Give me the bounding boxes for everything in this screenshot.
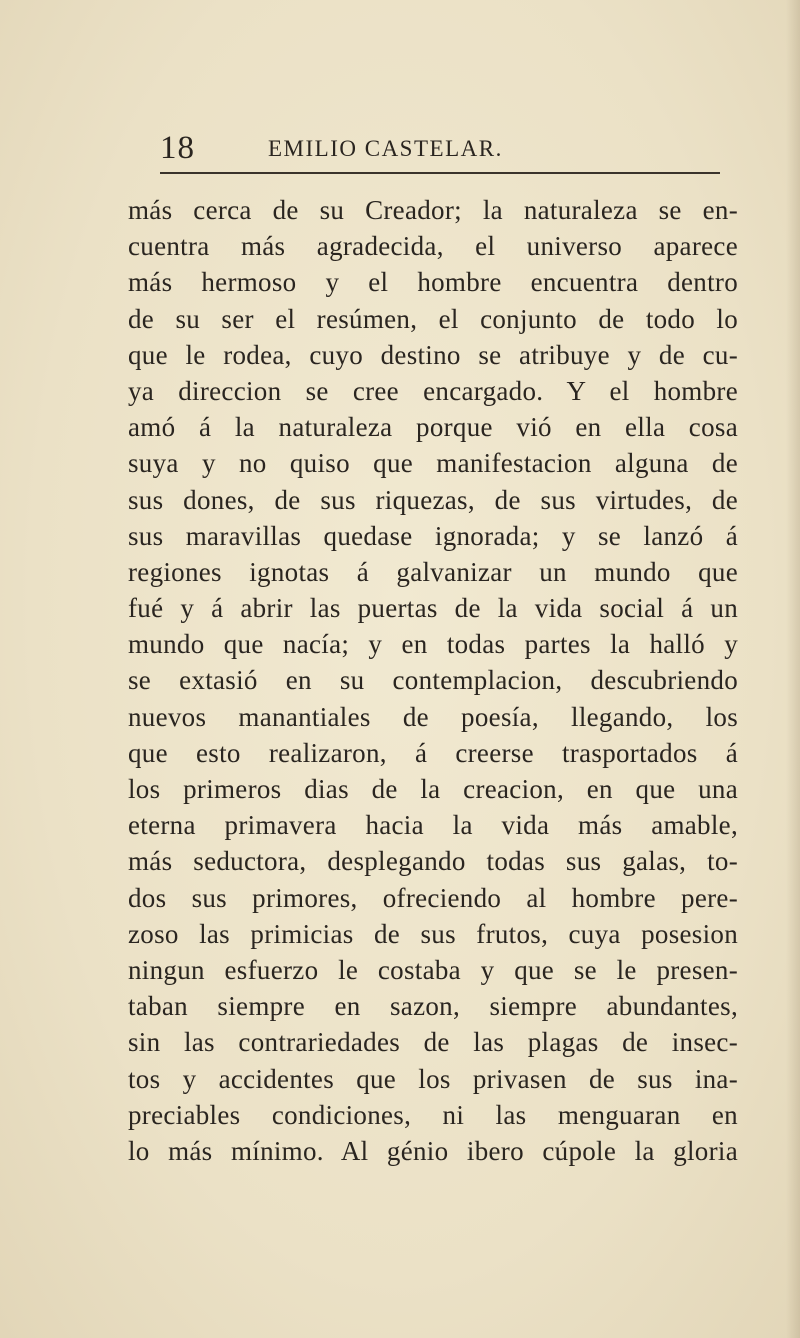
text-line: dos sus primores, ofreciendo al hombre pere-: [128, 882, 738, 913]
text-line: cuentra más agradecida, el universo aparece: [128, 231, 738, 262]
text-line: preciables condiciones, ni las menguaran en: [128, 1099, 738, 1130]
body-text: [128, 192, 738, 1169]
text-line: mundo que nacía; y en todas partes la halló y: [128, 629, 738, 660]
text-line: más cerca de su Creador; la naturaleza se en-: [128, 195, 738, 225]
text-line: los primeros dias de la creacion, en que una: [128, 774, 738, 804]
text-line: tos y accidentes que los privasen de sus ina-: [128, 1063, 738, 1094]
page-edge-shadow: [786, 0, 800, 1338]
running-title: EMILIO CASTELAR.: [268, 136, 503, 161]
text-line: sus maravillas quedase ignorada; y se lanzó á: [128, 520, 738, 551]
text-line: taban siempre en sazon, siempre abundantes,: [128, 991, 738, 1022]
text-line: más hermoso y el hombre encuentra dentro: [128, 267, 738, 298]
text-line: amó á la naturaleza porque vió en ella cosa: [128, 412, 738, 443]
text-line: regiones ignotas á galvanizar un mundo que: [128, 556, 738, 587]
text-line: sin las contrariedades de las plagas de insec-: [128, 1027, 738, 1058]
text-line: que le rodea, cuyo destino se atribuye y de cu-: [128, 339, 738, 370]
text-line: más seductora, desplegando todas sus galas, to-: [128, 846, 738, 877]
text-line: se extasió en su contemplacion, descubriendo: [128, 665, 738, 696]
text-line: que esto realizaron, á creerse trasportados á: [128, 737, 738, 768]
page-number: 18: [160, 130, 195, 166]
text-line: ya direccion se cree encargado. Y el hombre: [128, 375, 738, 406]
text-line: fué y á abrir las puertas de la vida social á un: [128, 593, 738, 624]
text-line: sus dones, de sus riquezas, de sus virtudes, de: [128, 484, 738, 515]
text-line: de su ser el resúmen, el conjunto de todo lo: [128, 303, 738, 334]
page-header: [160, 128, 720, 168]
text-line: lo más mínimo. Al génio ibero cúpole la gloria: [128, 1135, 738, 1166]
text-line: ningun esfuerzo le costaba y que se le presen-: [128, 954, 738, 985]
header-rule: [160, 172, 720, 174]
text-line: suya y no quiso que manifestacion alguna de: [128, 448, 738, 479]
text-line: zoso las primicias de sus frutos, cuya posesion: [128, 918, 738, 949]
text-line: eterna primavera hacia la vida más amable,: [128, 810, 738, 841]
text-line: nuevos manantiales de poesía, llegando, los: [128, 701, 738, 732]
